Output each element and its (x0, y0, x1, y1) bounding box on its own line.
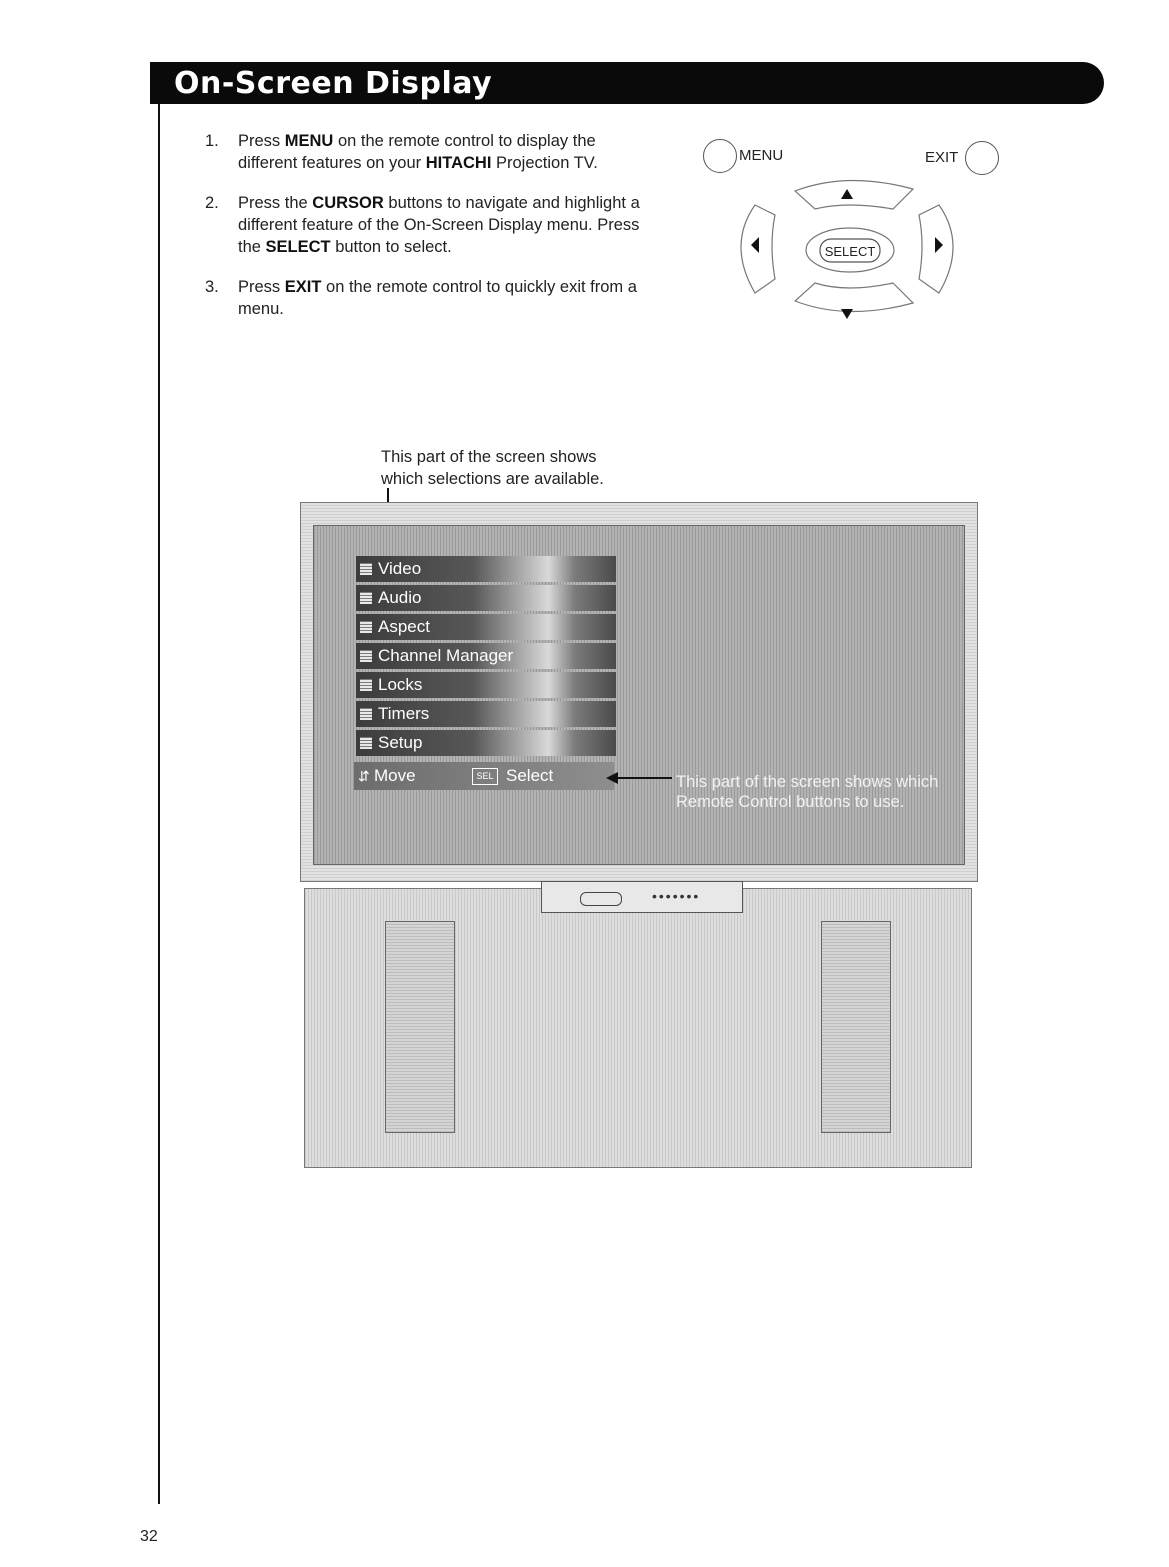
page-title: On-Screen Display (174, 66, 493, 101)
indicator-dots-icon: ••••••• (652, 888, 701, 904)
move-arrows-icon: ⇵ (358, 768, 370, 784)
projection-tv-illustration (300, 492, 980, 1172)
step-number: 1. (205, 132, 219, 150)
left-margin-rule (158, 104, 160, 1504)
remote-control-diagram (697, 133, 1017, 333)
remote-buttons-caption: This part of the screen shows which Remote Control buttons to use. (676, 773, 939, 811)
step-keyword: EXIT (284, 278, 322, 296)
caption-arrow-left-icon (604, 770, 674, 786)
step-text: button to select. (330, 238, 452, 256)
step-text: Press (238, 132, 285, 150)
menu-bullet-icon (360, 650, 372, 662)
menu-bullet-icon (360, 592, 372, 604)
osd-menu-item-audio[interactable] (356, 585, 616, 611)
menu-item-label: Setup (378, 733, 423, 752)
step-3 (200, 276, 640, 320)
step-text: Projection TV. (491, 154, 598, 172)
menu-bullet-icon (360, 737, 372, 749)
available-selections-caption: This part of the screen shows which selections are available. (381, 448, 604, 488)
step-text: on the remote control to display the different features on your (238, 132, 596, 172)
osd-menu-item-setup[interactable] (356, 730, 616, 756)
menu-item-label: Locks (378, 675, 423, 694)
down-arrow-button (795, 283, 913, 312)
exit-label: EXIT (925, 149, 959, 166)
menu-item-label: Channel Manager (378, 646, 514, 665)
tv-frame (300, 502, 978, 882)
menu-bullet-icon (360, 563, 372, 575)
menu-item-label: Timers (378, 704, 430, 723)
step-keyword: HITACHI (425, 154, 492, 172)
step-number: 2. (205, 194, 219, 212)
left-speaker-panel (385, 921, 455, 1133)
step-2 (200, 192, 640, 258)
tv-screen (313, 525, 965, 865)
right-speaker-panel (821, 921, 891, 1133)
page-header (150, 62, 1104, 104)
step-text: Press (238, 278, 285, 296)
hint-select-label: Select (506, 766, 554, 785)
step-text: Press the (238, 194, 313, 212)
menu-bullet-icon (360, 621, 372, 633)
step-keyword: MENU (284, 132, 334, 150)
tv-cabinet (304, 888, 972, 1168)
step-keyword: SELECT (265, 238, 331, 256)
step-text: buttons to navigate and highlight a different feature of the On-Screen Display menu. Press the (238, 194, 640, 256)
osd-menu (356, 556, 616, 759)
select-label: SELECT (824, 244, 876, 259)
step-1 (200, 130, 640, 174)
menu-bullet-icon (360, 708, 372, 720)
menu-item-label: Video (378, 559, 422, 578)
osd-menu-item-aspect[interactable] (356, 614, 616, 640)
menu-item-label: Aspect (378, 617, 430, 636)
osd-menu-item-locks[interactable] (356, 672, 616, 698)
osd-hint-bar (354, 762, 614, 790)
osd-menu-item-timers[interactable] (356, 701, 616, 727)
tv-control-strip (541, 881, 743, 913)
osd-menu-item-channel-manager[interactable] (356, 643, 616, 669)
menu-item-label: Audio (378, 588, 422, 607)
down-arrow-icon (841, 309, 853, 319)
sel-button-icon: SEL (472, 768, 498, 785)
cursor-pad-icon (697, 133, 1017, 333)
menu-bullet-icon (360, 679, 372, 691)
up-arrow-button (795, 180, 913, 209)
hint-move-label: Move (374, 766, 416, 785)
step-number: 3. (205, 278, 219, 296)
power-indicator-icon (580, 892, 622, 906)
instruction-list (200, 130, 640, 338)
step-keyword: CURSOR (312, 194, 384, 212)
osd-menu-item-video[interactable] (356, 556, 616, 582)
page-number: 32 (140, 1528, 158, 1545)
menu-label: MENU (739, 147, 784, 164)
step-text: on the remote control to quickly exit from a menu. (238, 278, 637, 318)
